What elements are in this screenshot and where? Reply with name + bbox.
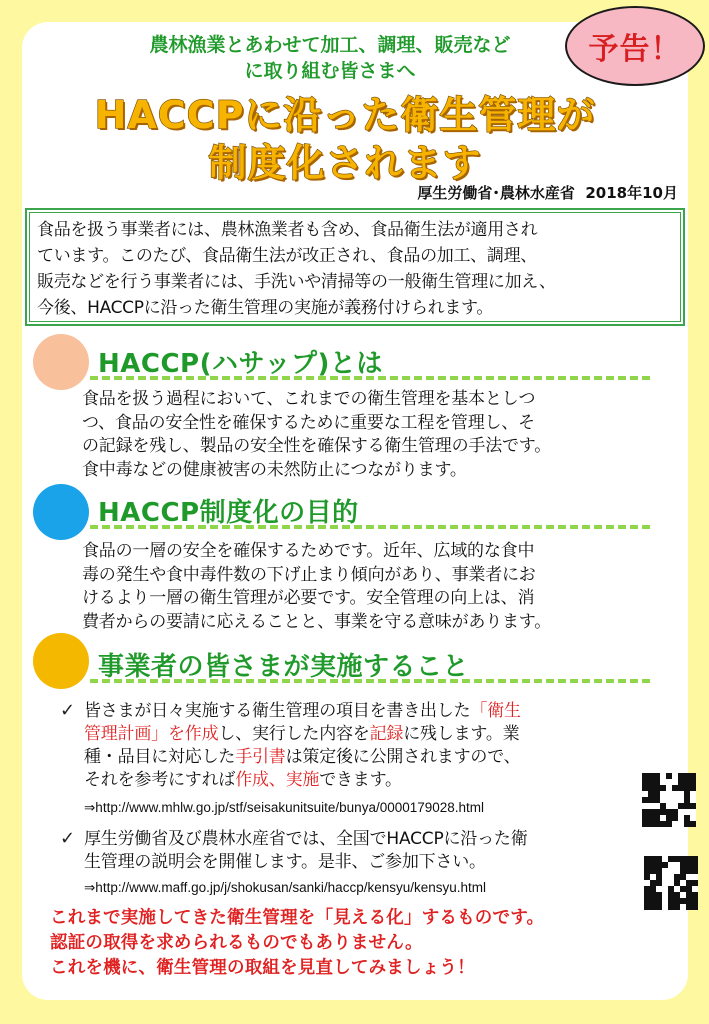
action-item-1: 皆さまが日々実施する衛生管理の項目を書き出した「衛生 管理計画」を作成し、実行した内容を記録に残します。業 種・品目に対応した手引書は策定後に公開されますので、 それを参考にすれば作成、実施できます。 (84, 701, 521, 790)
maff-qr-code[interactable] (644, 856, 698, 910)
closing-line: これまで実施してきた衛生管理を「見える化」するものです。 (50, 908, 545, 928)
mhlw-qr-code[interactable] (642, 773, 696, 827)
section-1-divider (90, 376, 650, 380)
mhlw-link[interactable]: ⇒http://www.mhlw.go.jp/stf/seisakunitsuite/bunya/0000179028.html (84, 800, 485, 815)
checkmark-icon: ✓ (60, 828, 76, 849)
issuer: 厚生労働省･農林水産省 (417, 184, 575, 202)
main-title-line-2: 制度化されます (208, 141, 482, 185)
checkmark-icon: ✓ (60, 700, 76, 721)
section-3-circle-icon (33, 633, 89, 689)
intro-box (25, 208, 685, 326)
section-2-line: 費者からの要請に応えることと、事業を守る意味があります。 (82, 611, 552, 632)
section-1-circle-icon (33, 334, 89, 390)
section-2-line: 毒の発生や食中毒件数の下げ止まり傾向があり、事業者にお (82, 564, 536, 585)
section-3-title: 事業者の皆さまが実施すること (98, 652, 470, 682)
issuer-and-date (300, 182, 678, 203)
section-1-line: 食品を扱う過程において、これまでの衛生管理を基本としつ (82, 389, 536, 409)
maff-link[interactable]: ⇒http://www.maff.go.jp/j/shokusan/sanki/haccp/kensyu/kensyu.html (84, 880, 487, 895)
closing-line: 認証の取得を求められるものでもありません。 (50, 933, 423, 953)
section-1-line: の記録を残し、製品の安全性を確保する衛生管理の手法です。 (82, 436, 552, 456)
audience-line-1: 農林漁業とあわせて加工、調理、販売など (149, 34, 511, 56)
intro-line: ています。このたび、食品衛生法が改正され、食品の加工、調理、 (37, 246, 537, 266)
issue-date: 2018年10月 (585, 184, 678, 202)
intro-line: 食品を扱う事業者には、農林漁業者も含め、食品衛生法が適用され (37, 220, 538, 240)
intro-line: 今後、HACCPに沿った衛生管理の実施が義務付けられます。 (37, 298, 494, 318)
section-1-title: HACCP(ハサップ)とは (98, 349, 383, 379)
section-2-line: けるより一層の衛生管理が必要です。安全管理の向上は、消 (82, 588, 535, 608)
intro-line: 販売などを行う事業者には、手洗いや清掃等の一般衛生管理に加え、 (37, 272, 556, 292)
closing-line: これを機に、衛生管理の取組を見直してみましょう！ (50, 958, 475, 978)
section-1-line: つ、食品の安全性を確保するために重要な工程を管理し、そ (82, 412, 535, 433)
notice-badge: 予告！ (565, 6, 705, 86)
audience-line-2: に取り組む皆さまへ (244, 60, 416, 82)
section-2-body (82, 540, 672, 634)
section-2-circle-icon (33, 484, 89, 540)
section-2-line: 食品の一層の安全を確保するためです。近年、広域的な食中 (82, 541, 535, 561)
main-title-line-1: HACCPに沿った衛生管理が (94, 93, 596, 137)
closing-message (50, 906, 670, 981)
section-1-line: 食中毒などの健康被害の未然防止につながります。 (82, 459, 467, 480)
section-2-divider (90, 525, 650, 529)
section-3-divider (90, 679, 650, 683)
action-item-2: 厚生労働省及び農林水産省では、全国でHACCPに沿った衛 生管理の説明会を開催します。是非、ご参加下さい。 (84, 829, 528, 872)
section-2-title: HACCP制度化の目的 (98, 498, 359, 528)
section-1-body (82, 388, 672, 482)
